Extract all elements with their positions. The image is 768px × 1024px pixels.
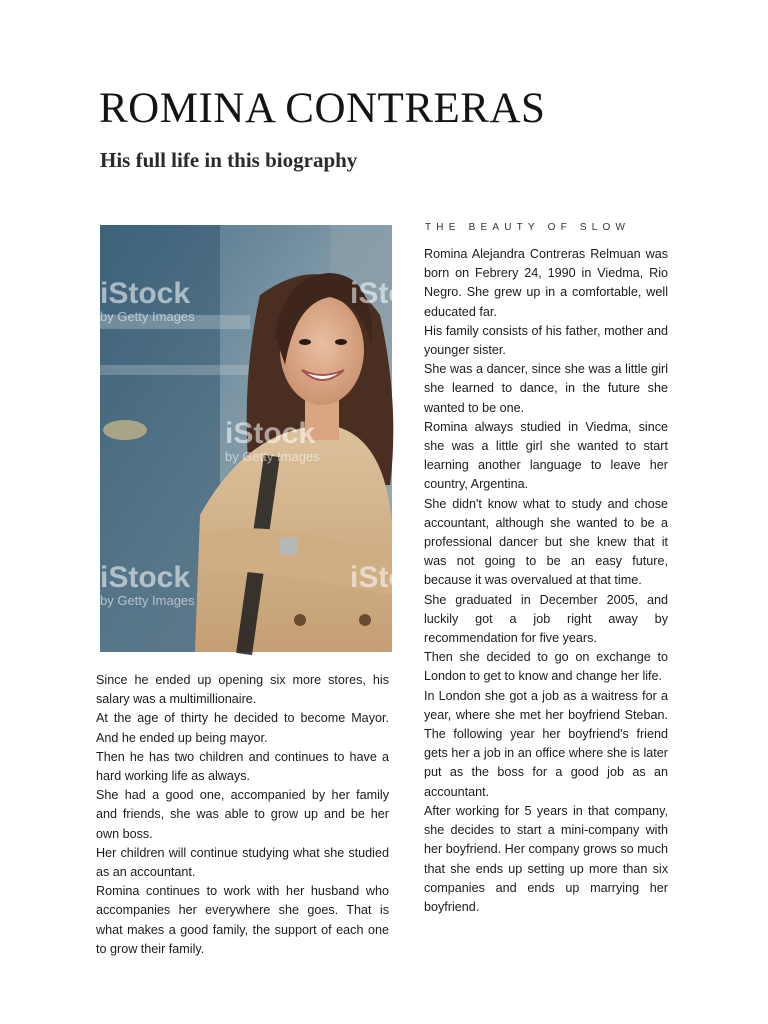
biography-right-column — [424, 245, 668, 917]
paragraph: At the age of thirty he decided to become Mayor. And he ended up being mayor. — [96, 711, 389, 745]
section-label: THE BEAUTY OF SLOW — [425, 222, 631, 233]
watermark-sub: by Getty Images — [100, 593, 195, 608]
paragraph: She had a good one, accompanied by her family and friends, she was able to grow up and be her own boss. — [96, 788, 389, 841]
watermark-brand: iStock — [350, 277, 441, 310]
paragraph: His family consists of his father, mother and younger sister. — [424, 323, 668, 358]
paragraph: She graduated in December 2005, and luckily got a job right away by recommendation for five years. — [424, 592, 668, 646]
paragraph: She was a dancer, since she was a little girl she learned to dance, in the future she wanted to be one. — [424, 362, 668, 415]
paragraph: Romina always studied in Viedma, since she was a little girl she wanted to start learning another language to leave her country, Argentina. — [424, 419, 668, 492]
biography-left-column — [96, 671, 389, 959]
paragraph: In London she got a job as a waitress for a year, where she met her boyfriend Steban. The following year her boyfriend's friend gets her a job in an office where she is later put as the boss for a good job as an accountant. — [424, 688, 668, 799]
paragraph: She didn't know what to study and chose accountant, although she wanted to be a professional dancer but she knew that it was not going to be an easy future, because it was overvalued at that time. — [424, 496, 668, 588]
paragraph: Then he has two children and continues to have a hard working life as always. — [96, 749, 389, 784]
paragraph: Her children will continue studying what she studied as an accountant. — [96, 845, 389, 880]
paragraph: Romina continues to work with her husband who accompanies her everywhere she goes. That is what makes a good family, the support of each one to grow their family. — [96, 884, 389, 956]
watermark-sub: by Getty Images — [100, 309, 195, 324]
watermark-brand: iStock — [225, 417, 316, 450]
paragraph: After working for 5 years in that company, she decides to start a mini-company with her boyfriend. Her company grows so much that she ends up setting up more than six companies and ends up marrying her boyfriend. — [424, 803, 668, 914]
watermark-sub: by Getty Images — [225, 449, 320, 464]
portrait-photo — [100, 225, 441, 652]
watermark-brand: iStock — [350, 561, 441, 594]
paragraph: Then she decided to go on exchange to London to get to know and change her life. — [424, 650, 668, 684]
watermark-brand: iStock — [100, 561, 191, 594]
page-title: ROMINA CONTRERAS — [99, 85, 546, 132]
paragraph: Since he ended up opening six more stores, his salary was a multimillionaire. — [96, 673, 389, 707]
watermark-brand: iStock — [100, 277, 191, 310]
paragraph: Romina Alejandra Contreras Relmuan was born on Febrery 24, 1990 in Viedma, Rio Negro. She grew up in a comfortable, well educated far. — [424, 247, 668, 319]
page-subtitle: His full life in this biography — [100, 148, 358, 172]
